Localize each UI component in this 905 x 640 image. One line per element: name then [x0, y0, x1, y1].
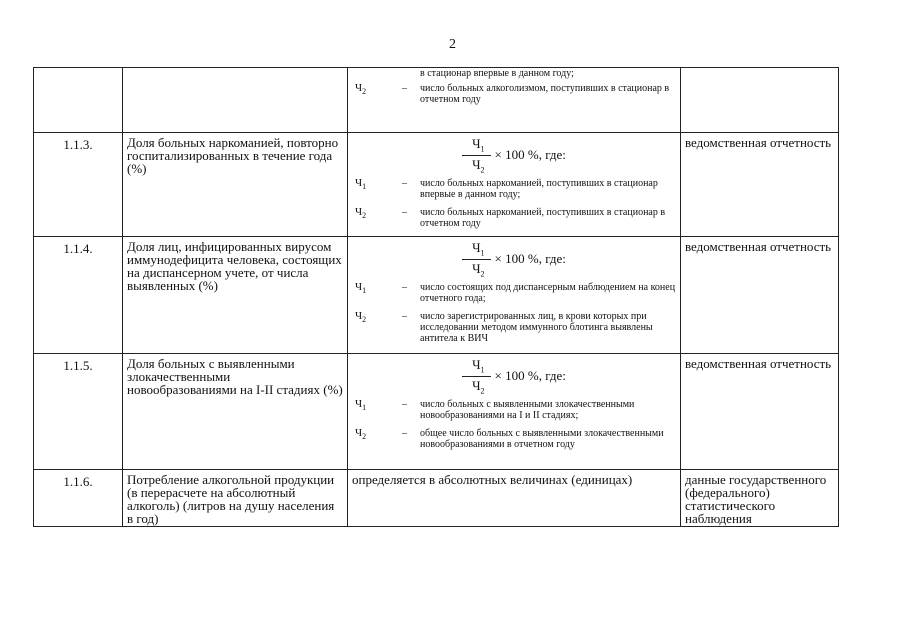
formula-tail: × 100 %, где:: [494, 251, 566, 267]
formula: $\frac{Ч_1}{Ч_2}$ × 100 %, где:: [348, 240, 680, 278]
dash: –: [402, 178, 407, 190]
dash: –: [402, 207, 407, 219]
symbol: $Ч_2$: [355, 310, 367, 325]
row-number: 1.1.6.: [34, 470, 123, 527]
symbol: $Ч_1$: [355, 177, 367, 192]
dash: –: [402, 311, 407, 323]
symbol: $Ч_2$: [355, 206, 367, 221]
indicators-table: [33, 67, 839, 527]
indicator-name: [123, 68, 348, 133]
data-source: ведомственная отчетность: [681, 133, 839, 237]
row-number: [34, 68, 123, 133]
row-number: 1.1.5.: [34, 354, 123, 470]
indicator-name: Потребление алкогольной продукции (в перерасчете на абсолютный алкоголь) (литров на душу населения в год): [123, 470, 348, 527]
page-number: 2: [449, 37, 456, 52]
data-source: ведомственная отчетность: [681, 354, 839, 470]
data-source: данные государственного (федерального) статистического наблюдения: [681, 470, 839, 527]
dash: –: [402, 83, 407, 94]
dash: –: [402, 428, 407, 440]
data-source: ведомственная отчетность: [681, 237, 839, 354]
indicator-name: Доля больных с выявленными злокачественными новообразованиями на I-II стадиях (%): [123, 354, 348, 470]
definition-text: число больных алкоголизмом, поступивших в стационар в отчетном году: [420, 83, 670, 105]
indicator-name: Доля больных наркоманией, повторно госпитализированных в течение года (%): [123, 133, 348, 237]
indicator-name: Доля лиц, инфицированных вирусом иммунодефицита человека, состоящих на диспансерном учете, от числа выявленных (%): [123, 237, 348, 354]
definition-text: число состоящих под диспансерным наблюдением на конец отчетного года;: [420, 282, 676, 305]
symbol: $Ч_2$: [355, 427, 367, 442]
definition-text: число больных наркоманией, поступивших в стационар в отчетном году: [420, 207, 666, 230]
method-cell: [348, 68, 681, 133]
definition-text: число больных с выявленными злокачественными новообразованиями на I и II стадиях;: [420, 399, 635, 422]
data-source: [681, 68, 839, 133]
table-row: [34, 237, 839, 354]
dash: –: [402, 399, 407, 411]
definition-text: число зарегистрированных лиц, в крови которых при исследовании методом иммунного блотинга выявлены антитела к ВИЧ: [420, 311, 653, 345]
table-row: [34, 68, 839, 133]
row-number: 1.1.4.: [34, 237, 123, 354]
table-row: [34, 133, 839, 237]
symbol: $Ч_1$: [355, 398, 367, 413]
symbol: $Ч_2$: [355, 82, 367, 97]
method-cell: [348, 354, 681, 470]
definition-text: число больных наркоманией, поступивших в стационар впервые в данном году;: [420, 178, 658, 201]
method-cell: [348, 133, 681, 237]
formula-tail: × 100 %, где:: [494, 368, 566, 384]
continuation-line: в стационар впервые в данном году;: [420, 68, 574, 79]
table-row: [34, 470, 839, 527]
symbol: $Ч_1$: [355, 281, 367, 296]
dash: –: [402, 282, 407, 294]
method-cell: [348, 470, 681, 527]
formula: $\frac{Ч_1}{Ч_2}$ × 100 %, где:: [348, 136, 680, 174]
formula: $\frac{Ч_1}{Ч_2}$ × 100 %, где:: [348, 357, 680, 395]
definition-text: общее число больных с выявленными злокачественными новообразованиями в отчетном году: [420, 428, 664, 451]
method-text: определяется в абсолютных величинах (единицах): [352, 472, 633, 488]
method-cell: [348, 237, 681, 354]
row-number: 1.1.3.: [34, 133, 123, 237]
formula-tail: × 100 %, где:: [494, 147, 566, 163]
table-row: [34, 354, 839, 470]
